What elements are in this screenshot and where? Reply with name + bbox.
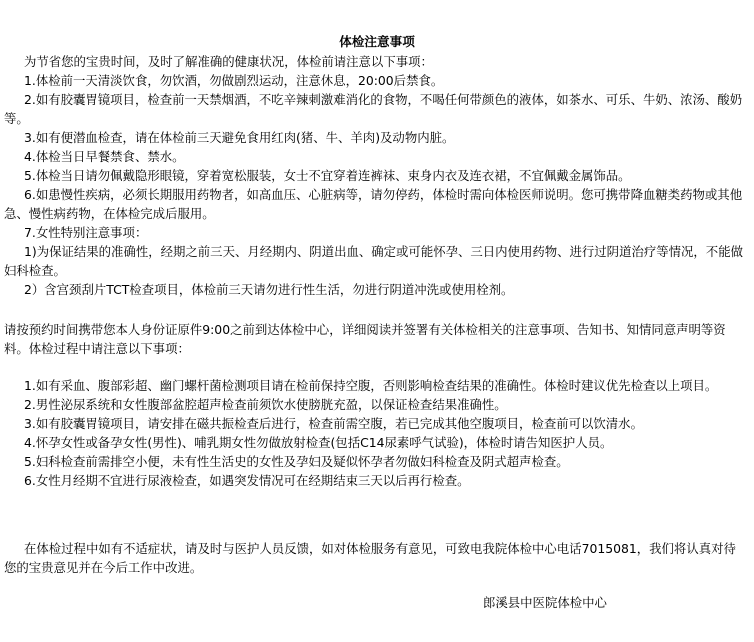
feedback-paragraph — [4, 539, 746, 577]
note-subitem: 1)为保证结果的准确性，经期之前三天、月经期内、阴道出血、确定或可能怀孕、三日内使用药物、进行过阴道治疗等情况，不能做妇科检查。 — [4, 244, 743, 278]
intro-line: 为节省您的宝贵时间，及时了解准确的健康状况，体检前请注意以下事项： — [24, 54, 433, 69]
note-item: 2.男性泌尿系统和女性腹部盆腔超声检查前须饮水使膀胱充盈，以保证检查结果准确性。 — [24, 397, 507, 412]
document-title: 体检注意事项 — [339, 34, 415, 49]
during-exam-notes — [4, 376, 746, 490]
note-item: 5.妇科检查前需排空小便，未有性生活史的女性及孕妇及疑似怀孕者勿做妇科检查及阴式超声检查。 — [24, 454, 569, 469]
appointment-text: 请按预约时间携带您本人身份证原件9:00之前到达体检中心，详细阅读并签署有关体检相关的注意事项、告知书、知情同意声明等资料。体检过程中请注意以下事项： — [4, 322, 726, 356]
note-item: 4.体检当日早餐禁食、禁水。 — [24, 149, 185, 164]
feedback-text: 在体检过程中如有不适症状，请及时与医护人员反馈，如对体检服务有意见，可致电我院体检中心电话7015081，我们将认真对待您的宝贵意见并在今后工作中改进。 — [4, 541, 736, 575]
note-item: 5.体检当日请勿佩戴隐形眼镜，穿着宽松服装，女士不宜穿着连裤袜、束身内衣及连衣裙，不宜佩戴金属饰品。 — [24, 168, 631, 183]
appointment-paragraph — [4, 320, 746, 358]
note-item: 1.体检前一天清淡饮食，勿饮酒，勿做剧烈运动，注意休息，20:00后禁食。 — [24, 73, 444, 88]
note-item: 6.如患慢性疾病，必须长期服用药物者，如高血压、心脏病等，请勿停药，体检时需向体检医师说明。您可携带降血糖类药物或其他急、慢性病药物，在体检完成后服用。 — [4, 187, 743, 221]
note-item: 7.女性特别注意事项： — [24, 225, 148, 240]
note-item: 3.如有胶囊胃镜项目，请安排在磁共振检查后进行，检查前需空腹，若已完成其他空腹项目，检查前可以饮清水。 — [24, 416, 643, 431]
note-item: 4.怀孕女性或备孕女性(男性)、哺乳期女性勿做放射检查(包括C14尿素呼气试验)，体检时请告知医护人员。 — [24, 435, 613, 450]
note-item: 2.如有胶囊胃镜项目，检查前一天禁烟酒，不吃辛辣刺激难消化的食物，不喝任何带颜色的液体，如茶水、可乐、牛奶、浓汤、酸奶等。 — [4, 92, 743, 126]
pre-exam-notes — [4, 52, 746, 299]
signature: 郎溪县中医院体检中心 — [483, 595, 607, 610]
note-subitem: 2）含宫颈刮片TCT检查项目，体检前三天请勿进行性生活，勿进行阴道冲洗或使用栓剂。 — [24, 282, 514, 297]
note-item: 3.如有便潜血检查，请在体检前三天避免食用红肉(猪、牛、羊肉)及动物内脏。 — [24, 130, 455, 145]
note-item: 1.如有采血、腹部彩超、幽门螺杆菌检测项目请在检前保持空腹，否则影响检查结果的准确性。体检时建议优先检查以上项目。 — [24, 378, 718, 393]
note-item: 6.女性月经期不宜进行尿液检查，如遇突发情况可在经期结束三天以后再行检查。 — [24, 473, 470, 488]
